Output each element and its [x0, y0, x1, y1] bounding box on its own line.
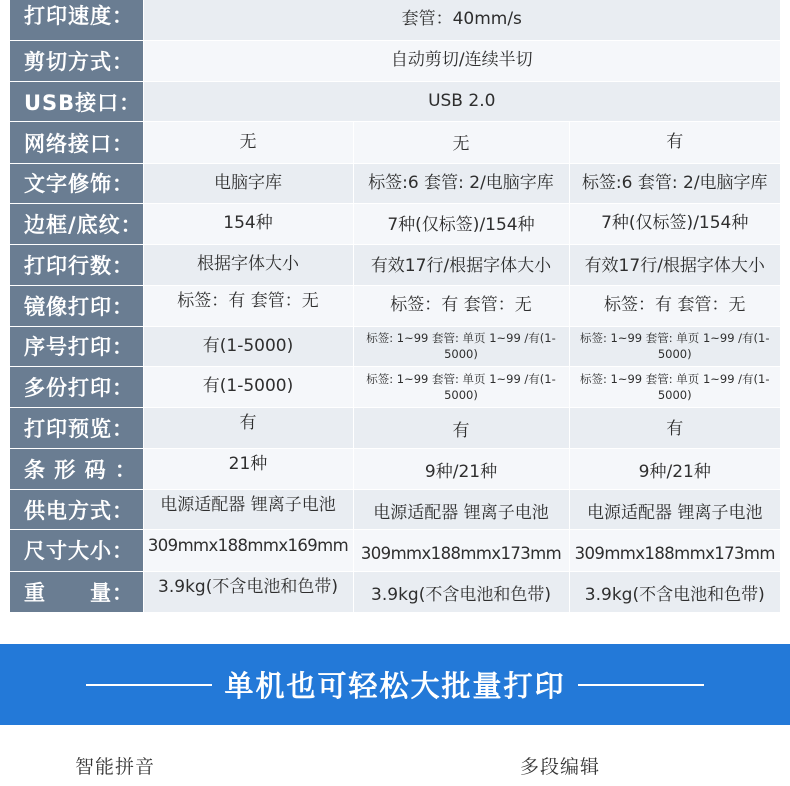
row-label: 打印预览： — [10, 408, 143, 448]
spec-value: 309mmx188mmx173mm — [353, 530, 569, 571]
row-label: 网络接口： — [10, 122, 143, 163]
spec-row-dimensions — [10, 530, 780, 571]
spec-row-usb — [10, 82, 780, 122]
spec-value: 有效17行/根据字体大小 — [569, 245, 780, 285]
spec-value: 标签: 1~99 套管: 单页 1~99 /有(1-5000) — [569, 367, 780, 408]
spec-row-weight — [10, 571, 780, 612]
spec-value: 9种/21种 — [569, 448, 780, 489]
spec-value: 电源适配器 锂离子电池 — [569, 489, 780, 529]
banner-divider-left — [86, 684, 212, 686]
spec-value: 有(1-5000) — [143, 367, 353, 408]
spec-value: 根据字体大小 — [143, 245, 353, 285]
spec-value: 21种 — [143, 448, 353, 489]
spec-value: 电源适配器 锂离子电池 — [353, 489, 569, 529]
spec-value: 标签：有 套管：无 — [353, 285, 569, 326]
row-label: 文字修饰： — [10, 163, 143, 203]
spec-value: 标签:6 套管: 2/电脑字库 — [353, 163, 569, 203]
spec-value: 标签：有 套管：无 — [569, 285, 780, 326]
spec-row-network — [10, 122, 780, 163]
feature-label-right: 多段编辑 — [520, 756, 601, 778]
spec-row-mirror-print — [10, 285, 780, 326]
row-label: 剪切方式： — [10, 40, 143, 81]
spec-row-print-speed — [10, 0, 780, 40]
spec-row-serial-print — [10, 326, 780, 366]
spec-value: 标签：有 套管：无 — [143, 285, 353, 326]
spec-row-barcode — [10, 448, 780, 489]
feature-label-left: 智能拼音 — [75, 756, 156, 778]
spec-value: 标签: 1~99 套管: 单页 1~99 /有(1-5000) — [569, 326, 780, 366]
spec-value: 套管：40mm/s — [143, 0, 780, 40]
spec-value: 有效17行/根据字体大小 — [353, 245, 569, 285]
spec-value: 无 — [353, 122, 569, 163]
spec-value: 自动剪切/连续半切 — [143, 40, 780, 81]
spec-value: 标签: 1~99 套管: 单页 1~99 /有(1-5000) — [353, 326, 569, 366]
spec-value: 电源适配器 锂离子电池 — [143, 489, 353, 529]
spec-row-cut-mode — [10, 40, 780, 81]
spec-value: 标签:6 套管: 2/电脑字库 — [569, 163, 780, 203]
spec-value: 7种(仅标签)/154种 — [569, 203, 780, 244]
spec-row-border-shading — [10, 203, 780, 244]
spec-row-print-preview — [10, 408, 780, 448]
spec-row-text-decoration — [10, 163, 780, 203]
spec-value: 9种/21种 — [353, 448, 569, 489]
row-label: 条 形 码 ： — [10, 448, 143, 489]
row-label: 供电方式： — [10, 489, 143, 529]
spec-value: 有 — [569, 122, 780, 163]
spec-value: 3.9kg(不含电池和色带) — [353, 571, 569, 612]
row-label: 打印行数： — [10, 245, 143, 285]
spec-value: 309mmx188mmx173mm — [569, 530, 780, 571]
spec-value: 7种(仅标签)/154种 — [353, 203, 569, 244]
spec-value: 无 — [143, 122, 353, 163]
row-label: 打印速度： — [10, 0, 143, 40]
banner-divider-right — [578, 684, 704, 686]
spec-value: 309mmx188mmx169mm — [143, 530, 353, 571]
section-banner — [0, 644, 790, 725]
spec-value: 电脑字库 — [143, 163, 353, 203]
row-label: 边框/底纹： — [10, 203, 143, 244]
spec-value: 有 — [353, 408, 569, 448]
spec-value: 有(1-5000) — [143, 326, 353, 366]
spec-row-print-lines — [10, 245, 780, 285]
spec-value: 标签: 1~99 套管: 单页 1~99 /有(1-5000) — [353, 367, 569, 408]
spec-row-multi-copy — [10, 367, 780, 408]
row-label: 重 量： — [10, 571, 143, 612]
row-label: 镜像打印： — [10, 285, 143, 326]
row-label: USB接口： — [10, 82, 143, 122]
spec-value: 有 — [143, 408, 353, 448]
row-label: 序号打印： — [10, 326, 143, 366]
row-label: 多份打印： — [10, 367, 143, 408]
banner-title: 单机也可轻松大批量打印 — [224, 669, 566, 703]
spec-value: USB 2.0 — [143, 82, 780, 122]
spec-value: 154种 — [143, 203, 353, 244]
row-label: 尺寸大小： — [10, 530, 143, 571]
spec-table — [10, 0, 780, 613]
spec-value: 3.9kg(不含电池和色带) — [143, 571, 353, 612]
spec-row-power-supply — [10, 489, 780, 529]
spec-value: 3.9kg(不含电池和色带) — [569, 571, 780, 612]
spec-value: 有 — [569, 408, 780, 448]
